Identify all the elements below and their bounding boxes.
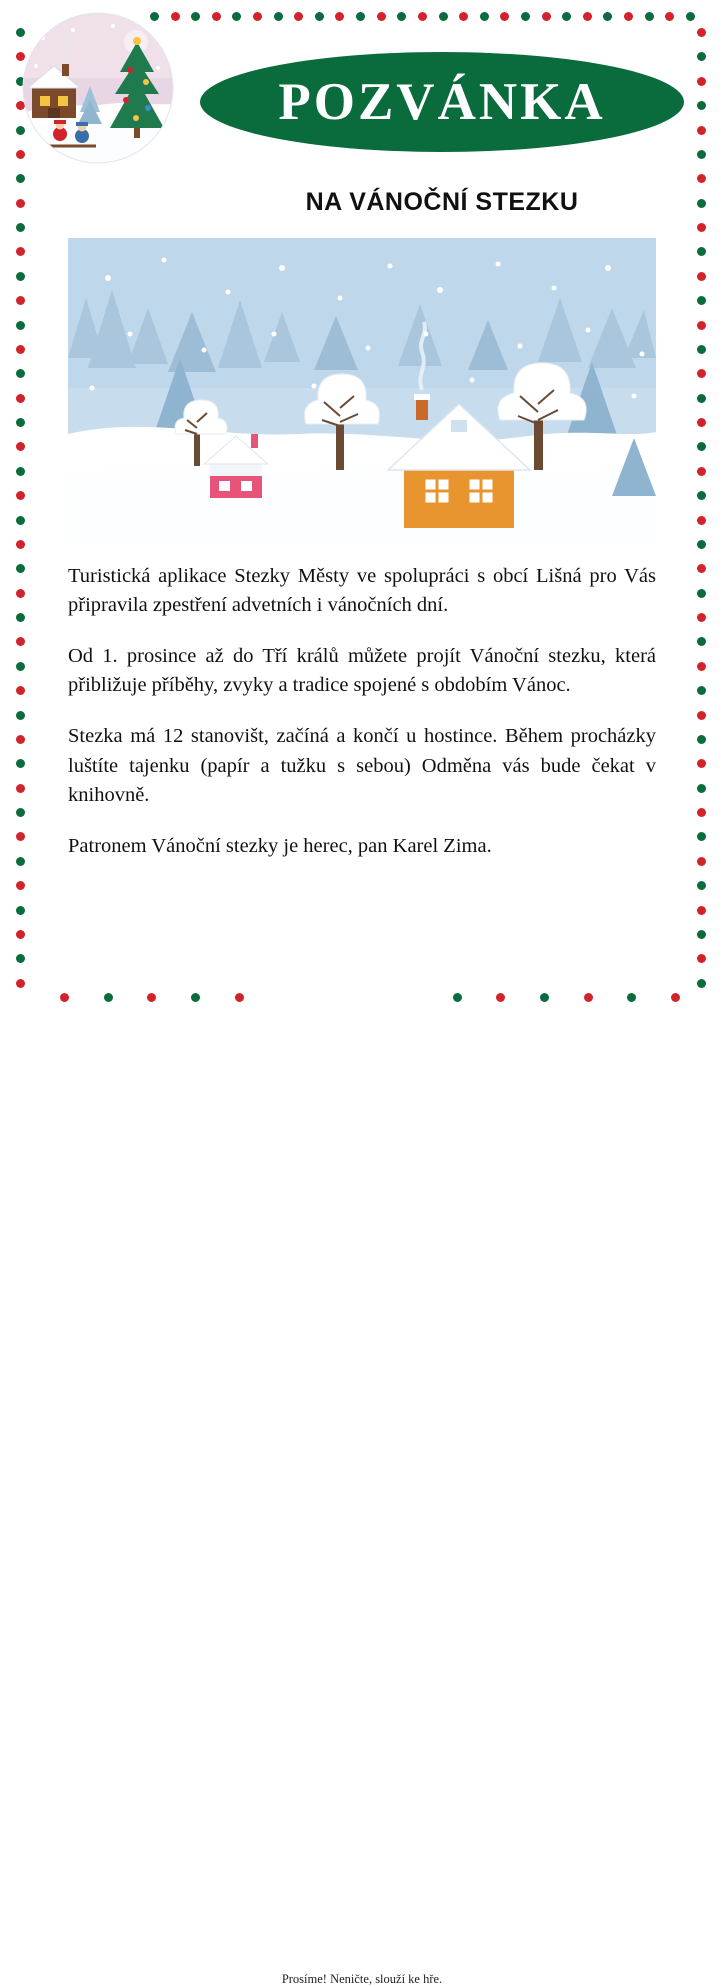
decorative-dot: [697, 906, 706, 915]
document-header: [0, 0, 724, 240]
decorative-dot: [697, 613, 706, 622]
decorative-dot: [16, 954, 25, 963]
decorative-dot: [16, 906, 25, 915]
decorative-dot: [16, 759, 25, 768]
decorative-dot: [697, 394, 706, 403]
paragraph-route: Stezka má 12 stanovišt, začíná a končí u hostince. Během procházky luštíte tajenku (papír a tužku s sebou) Odměna vás bude čekat v knihovně.: [68, 725, 656, 806]
decorative-dot: [16, 540, 25, 549]
decorative-dot: [697, 272, 706, 281]
decorative-dot: [16, 369, 25, 378]
paragraph-intro: Turistická aplikace Stezky Městy ve spolupráci s obcí Lišná pro Vás připravila zpestření advetních i vánočních dní.: [68, 565, 656, 617]
decorative-dot: [697, 369, 706, 378]
decorative-dot: [697, 881, 706, 890]
footer-note: Prosíme! Neničte, slouží ke hře.: [281, 1972, 443, 1986]
decorative-dot: [697, 759, 706, 768]
decorative-dot: [697, 735, 706, 744]
decorative-dot: [697, 418, 706, 427]
decorative-dot: [16, 321, 25, 330]
decorative-dot: [697, 296, 706, 305]
paragraph-patron: Patronem Vánoční stezky je herec, pan Karel Zima.: [68, 834, 492, 857]
decorative-dot: [697, 516, 706, 525]
decorative-dot: [16, 345, 25, 354]
decorative-dot: [16, 564, 25, 573]
decorative-dot: [16, 857, 25, 866]
decorative-dot: [697, 662, 706, 671]
decorative-dot: [16, 662, 25, 671]
decorative-dot: [697, 467, 706, 476]
decorative-dot: [16, 296, 25, 305]
decorative-dot: [697, 954, 706, 963]
decorative-dot: [697, 540, 706, 549]
decorative-dot: [697, 784, 706, 793]
decorative-dot: [16, 881, 25, 890]
decorative-dot: [16, 832, 25, 841]
decorative-dot: [697, 711, 706, 720]
decorative-dot: [697, 832, 706, 841]
decorative-dot: [697, 637, 706, 646]
invitation-title-badge: [200, 52, 684, 152]
decorative-dot: [16, 808, 25, 817]
decorative-dot: [16, 272, 25, 281]
decorative-dot: [697, 808, 706, 817]
footer: [0, 986, 724, 1986]
decorative-dot: [16, 467, 25, 476]
decorative-dot: [16, 247, 25, 256]
snowy-village-houses-trees-illustration: [68, 238, 656, 543]
page-title: POZVÁNKA: [278, 73, 606, 131]
winter-village-circle-illustration: [18, 8, 178, 173]
decorative-dot: [697, 442, 706, 451]
decorative-dot: [697, 345, 706, 354]
decorative-dot: [697, 321, 706, 330]
decorative-dot: [697, 686, 706, 695]
page-subtitle: NA VÁNOČNÍ STEZKU: [305, 188, 579, 216]
decorative-dot: [697, 491, 706, 500]
decorative-dot: [16, 686, 25, 695]
decorative-dot: [697, 930, 706, 939]
decorative-dot: [16, 418, 25, 427]
decorative-dot: [16, 784, 25, 793]
decorative-dot: [16, 613, 25, 622]
paragraph-dates: Od 1. prosince až do Tří králů můžete projít Vánoční stezku, která přibližuje příběhy, zvyky a tradice spojené s obdobím Vánoc.: [68, 645, 656, 697]
decorative-dot: [697, 857, 706, 866]
decorative-dot: [697, 589, 706, 598]
decorative-dot: [697, 247, 706, 256]
decorative-dot: [16, 589, 25, 598]
decorative-dot: [16, 491, 25, 500]
decorative-dot: [16, 637, 25, 646]
invitation-body: [68, 562, 656, 861]
decorative-dot: [16, 442, 25, 451]
decorative-dot: [697, 564, 706, 573]
decorative-dot: [16, 711, 25, 720]
decorative-dot: [16, 930, 25, 939]
decorative-dot: [16, 516, 25, 525]
decorative-dot: [16, 735, 25, 744]
decorative-dot: [16, 394, 25, 403]
